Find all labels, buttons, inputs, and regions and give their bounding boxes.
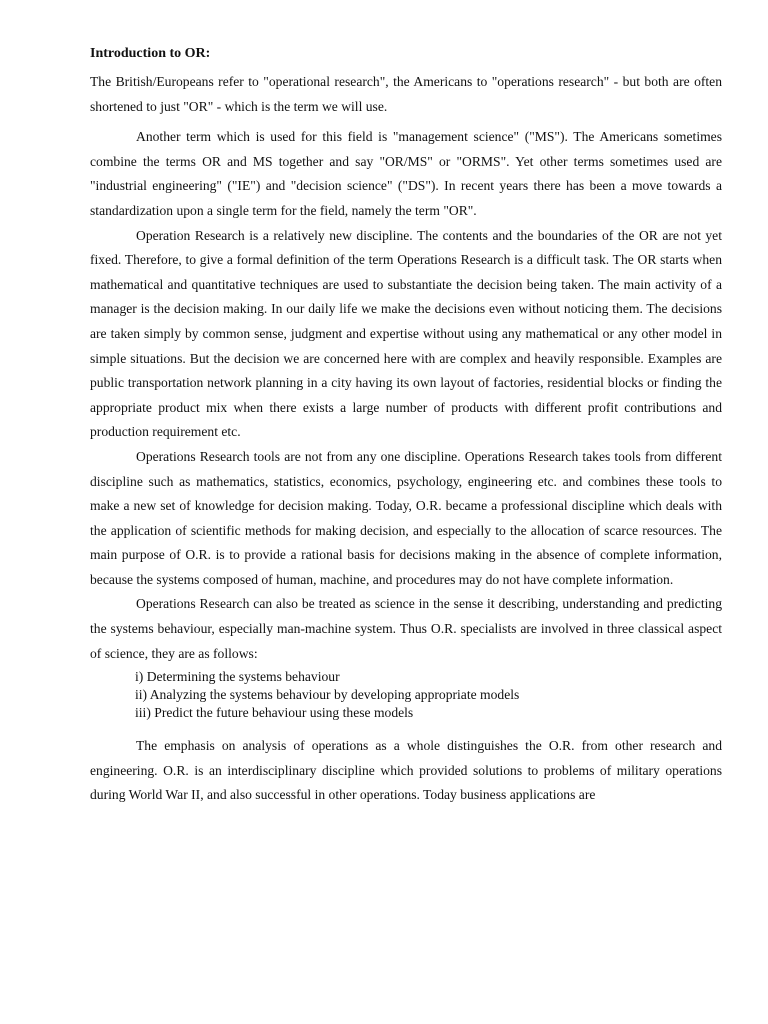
list-item: iii) Predict the future behaviour using these models — [135, 705, 414, 721]
paragraph-management-science: Another term which is used for this field is "management science" ("MS"). The Americans sometimes combine the terms OR and MS together and say "OR/MS" or "ORMS". Yet other terms sometimes used are "industrial engineering" ("IE") and "decision science" ("DS"). In recent years there has been a move towards a standardization upon a single term for the field, namely the term "OR". — [90, 129, 722, 218]
list-item: i) Determining the systems behaviour — [135, 669, 340, 685]
classical-aspects-list — [90, 668, 722, 722]
paragraph-definition: Operation Research is a relatively new discipline. The contents and the boundaries of the OR are not yet fixed. Therefore, to give a formal definition of the term Operations Research is a difficult task. The OR starts when mathematical and quantitative techniques are used to substantiate the decision being taken. The main activity of a manager is the decision making. In our daily life we make the decisions even without noticing them. The decisions are taken simply by common sense, judgment and expertise without using any mathematical or any other model in simple situations. But the decision we are concerned here with are complex and heavily responsible. Examples are public transportation network planning in a city having its own layout of factories, residential blocks or finding the appropriate product mix when there exists a large number of products with different profit contributions and production requirement etc. — [90, 227, 722, 440]
paragraph-terminology: The British/Europeans refer to "operational research", the Americans to "operations research" - but both are often shortened to just "OR" - which is the term we will use. — [90, 74, 722, 114]
section-heading: Introduction to OR: — [90, 46, 211, 61]
paragraph-science: Operations Research can also be treated as science in the sense it describing, understanding and predicting the systems behaviour, especially man-machine system. Thus O.R. specialists are involved in three classical aspect of science, they are as follows: — [90, 596, 722, 661]
paragraph-tools: Operations Research tools are not from any one discipline. Operations Research takes tools from different discipline such as mathematics, statistics, economics, psychology, engineering etc. and combines these tools to make a new set of knowledge for decision making. Today, O.R. became a professional discipline which deals with the application of scientific methods for making decision, and especially to the allocation of scarce resources. The main purpose of O.R. is to provide a rational basis for decisions making in the absence of complete information, because the systems composed of human, machine, and procedures may do not have complete information. — [90, 448, 722, 587]
paragraph-emphasis: The emphasis on analysis of operations as a whole distinguishes the O.R. from other research and engineering. O.R. is an interdisciplinary discipline which provided solutions to problems of military operations during World War II, and also successful in other operations. Today business applications are — [90, 738, 722, 803]
document-page — [90, 44, 722, 808]
list-item: ii) Analyzing the systems behaviour by developing appropriate models — [135, 687, 520, 703]
